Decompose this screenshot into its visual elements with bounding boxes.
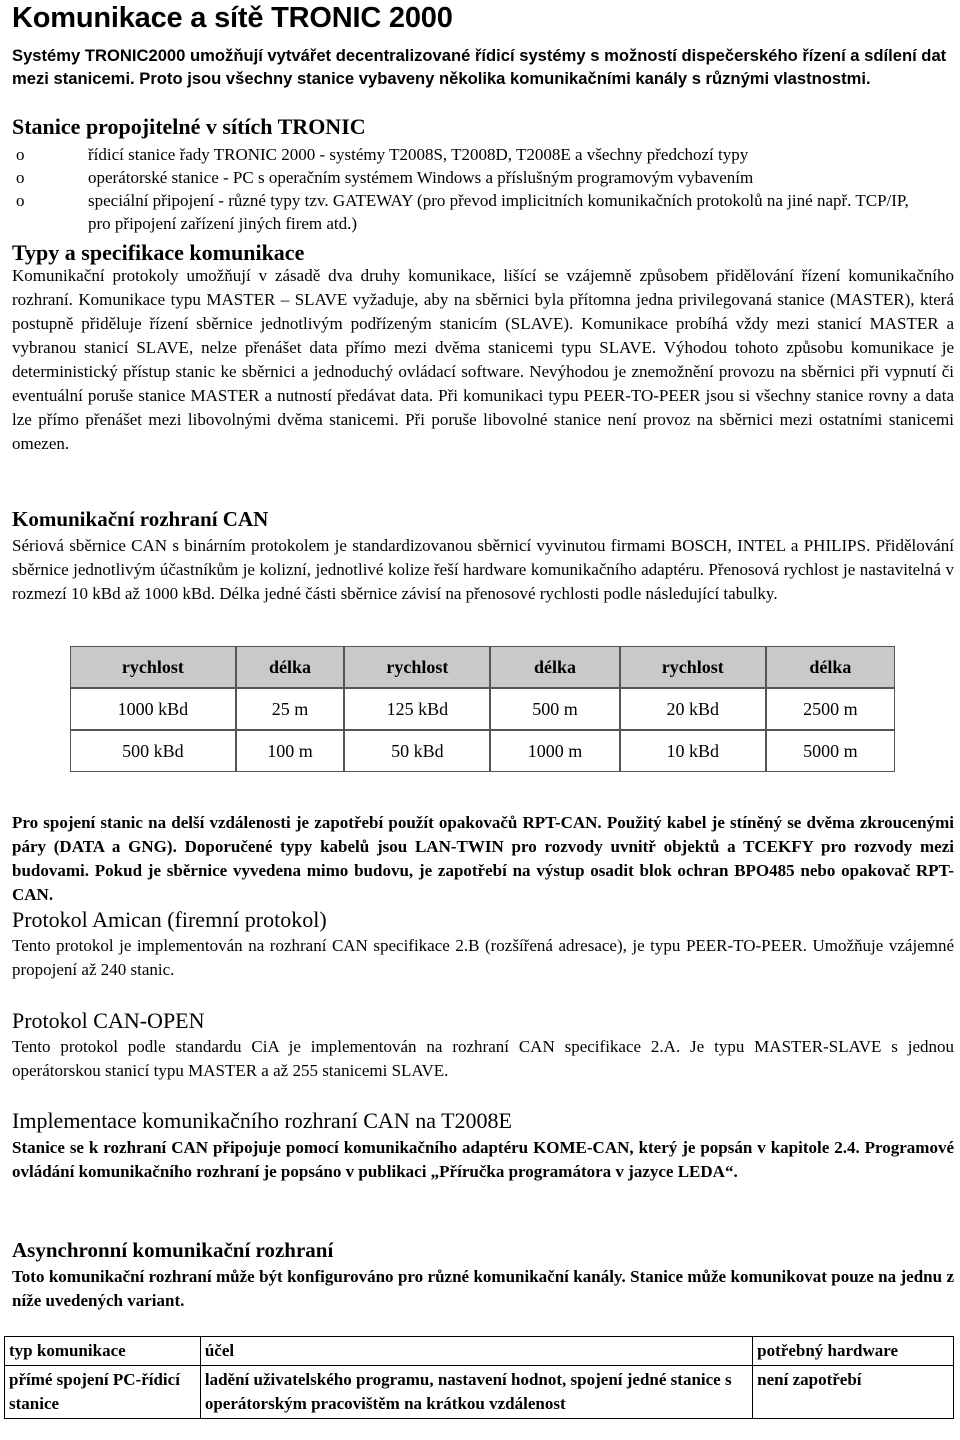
section-heading-can: Komunikační rozhraní CAN — [12, 507, 269, 531]
table-row — [5, 1366, 954, 1419]
table-header-row — [5, 1337, 954, 1366]
table-cell: 2500 m — [766, 688, 895, 730]
table-cell: 500 kBd — [70, 730, 236, 772]
table-cell: 50 kBd — [344, 730, 490, 772]
table-header-cell: typ komunikace — [5, 1337, 201, 1366]
table-cell: není zapotřebí — [753, 1366, 954, 1419]
table-cell: 100 m — [236, 730, 345, 772]
table-row — [70, 688, 895, 730]
list-item: o operátorské stanice - PC s operačním systémem Windows a příslušným programovým vybavením — [16, 168, 754, 187]
bullet-marker: o — [16, 145, 25, 164]
can-speed-table — [70, 646, 895, 772]
table-header-cell: délka — [490, 646, 619, 688]
table-cell: 25 m — [236, 688, 345, 730]
table-cell: ladění uživatelského programu, nastavení hodnot, spojení jedné stanice s operátorským pracovištěm na krátkou vzdálenost — [200, 1366, 752, 1419]
section-heading-async: Asynchronní komunikační rozhraní — [12, 1238, 334, 1262]
page-title: Komunikace a sítě TRONIC 2000 — [12, 2, 453, 34]
stations-list — [12, 143, 912, 235]
repeater-note: Pro spojení stanic na delší vzdálenosti je zapotřebí použít opakovačů RPT-CAN. Použitý kabel je stíněný se dvěma zkroucenými páry (DATA a GNG). Doporučené typy kabelů jsou LAN-TWIN pro rozvody uvnitř objektů a TCEKFY pro rozvody mezi budovami. Pokud je sběrnice vyvedena mimo budovu, je zapotřebí na výstup osadit blok ochran BPO485 nebo opakovač RPT-CAN. — [12, 813, 954, 904]
bullet-marker: o — [16, 168, 25, 187]
section-heading-canopen: Protokol CAN-OPEN — [12, 1008, 205, 1033]
async-table — [4, 1336, 954, 1419]
section-heading-amican: Protokol Amican (firemní protokol) — [12, 907, 327, 932]
table-cell: 1000 m — [490, 730, 619, 772]
section-heading-stations: Stanice propojitelné v sítích TRONIC — [12, 114, 366, 139]
table-cell: 500 m — [490, 688, 619, 730]
intro-paragraph: Systémy TRONIC2000 umožňují vytvářet decentralizované řídicí systémy s možností dispečerského řízení a sdílení dat mezi stanicemi. Proto jsou všechny stanice vybaveny několika komunikačními kanály s různými vlastnostmi. — [12, 46, 947, 88]
table-header-cell: rychlost — [70, 646, 236, 688]
table-cell: 125 kBd — [344, 688, 490, 730]
table-header-cell: účel — [200, 1337, 752, 1366]
bullet-marker: o — [16, 191, 25, 210]
amican-paragraph: Tento protokol je implementován na rozhraní CAN specifikace 2.B (rozšířená adresace), je typu PEER-TO-PEER. Umožňuje vzájemné propojení až 240 stanic. — [12, 936, 954, 979]
table-header-cell: potřebný hardware — [753, 1337, 954, 1366]
async-paragraph: Toto komunikační rozhraní může být konfigurováno pro různé komunikační kanály. Stanice může komunikovat pouze na jednu z níže uvedených variant. — [12, 1267, 954, 1310]
table-cell: přímé spojení PC-řídicí stanice — [5, 1366, 201, 1419]
table-cell: 20 kBd — [620, 688, 766, 730]
can-paragraph: Sériová sběrnice CAN s binárním protokolem je standardizovanou sběrnicí vyvinutou firmami BOSCH, INTEL a PHILIPS. Přidělování sběrnice jednotlivým účastníkům je kolizní, jednotlivé kolize řeší hardware komunikačního adaptéru. Přenosová rychlost je nastavitelná v rozmezí 10 kBd až 1000 kBd. Délka jedné části sběrnice závisí na přenosové rychlosti podle následující tabulky. — [12, 536, 954, 603]
table-header-cell: rychlost — [344, 646, 490, 688]
list-item: o řídicí stanice řady TRONIC 2000 - systémy T2008S, T2008D, T2008E a všechny předchozí typy — [16, 145, 749, 164]
table-cell: 10 kBd — [620, 730, 766, 772]
table-header-cell: rychlost — [620, 646, 766, 688]
table-cell: 1000 kBd — [70, 688, 236, 730]
list-item: o speciální připojení - různé typy tzv. GATEWAY (pro převod implicitních komunikačních protokolů na jiné např. TCP/IP, pro připojení zařízení jiných firem atd.) — [16, 191, 909, 233]
types-paragraph: Komunikační protokoly umožňují v zásadě dva druhy komunikace, lišící se vzájemně způsobem přidělování řízení komunikačního rozhraní. Komunikace typu MASTER – SLAVE vyžaduje, aby na sběrnici byla přítomna jedna privilegovaná stanice (MASTER), která postupně přiděluje řízení sběrnice jednotlivým podřízeným stanicím (SLAVE). Komunikace probíhá vždy mezi stanicí MASTER a vybranou stanicí SLAVE, nelze přenášet data přímo mezi dvěma stanicemi typu SLAVE. Výhodou tohoto způsobu komunikace je deterministický přístup stanic ke sběrnici a jednoduchý ovládací software. Nevýhodou je znemožnění provozu na sběrnici při vypnutí či eventuální poruše stanice MASTER a nutností předávat data. Při komunikaci typu PEER-TO-PEER jsou si všechny stanice rovny a data lze přímo přenášet mezi libovolnými dvěma stanicemi. Při poruše libovolné stanice není provoz na sběrnici mezi ostatními stanicemi omezen. — [12, 266, 954, 453]
section-heading-types: Typy a specifikace komunikace — [12, 240, 305, 265]
canopen-paragraph: Tento protokol podle standardu CiA je implementován na rozhraní CAN specifikace 2.A. Je typu MASTER-SLAVE s jednou operátorskou stanicí typu MASTER a až 255 stanicemi SLAVE. — [12, 1037, 954, 1080]
table-row — [70, 730, 895, 772]
table-header-cell: délka — [236, 646, 345, 688]
table-header-row — [70, 646, 895, 688]
section-heading-implementation: Implementace komunikačního rozhraní CAN na T2008E — [12, 1108, 512, 1133]
table-cell: 5000 m — [766, 730, 895, 772]
table-header-cell: délka — [766, 646, 895, 688]
implementation-paragraph: Stanice se k rozhraní CAN připojuje pomocí komunikačního adaptéru KOME-CAN, který je popsán v kapitole 2.4. Programové ovládání komunikačního rozhraní je popsáno v publikaci „Příručka programátora v jazyce LEDA“. — [12, 1138, 954, 1181]
